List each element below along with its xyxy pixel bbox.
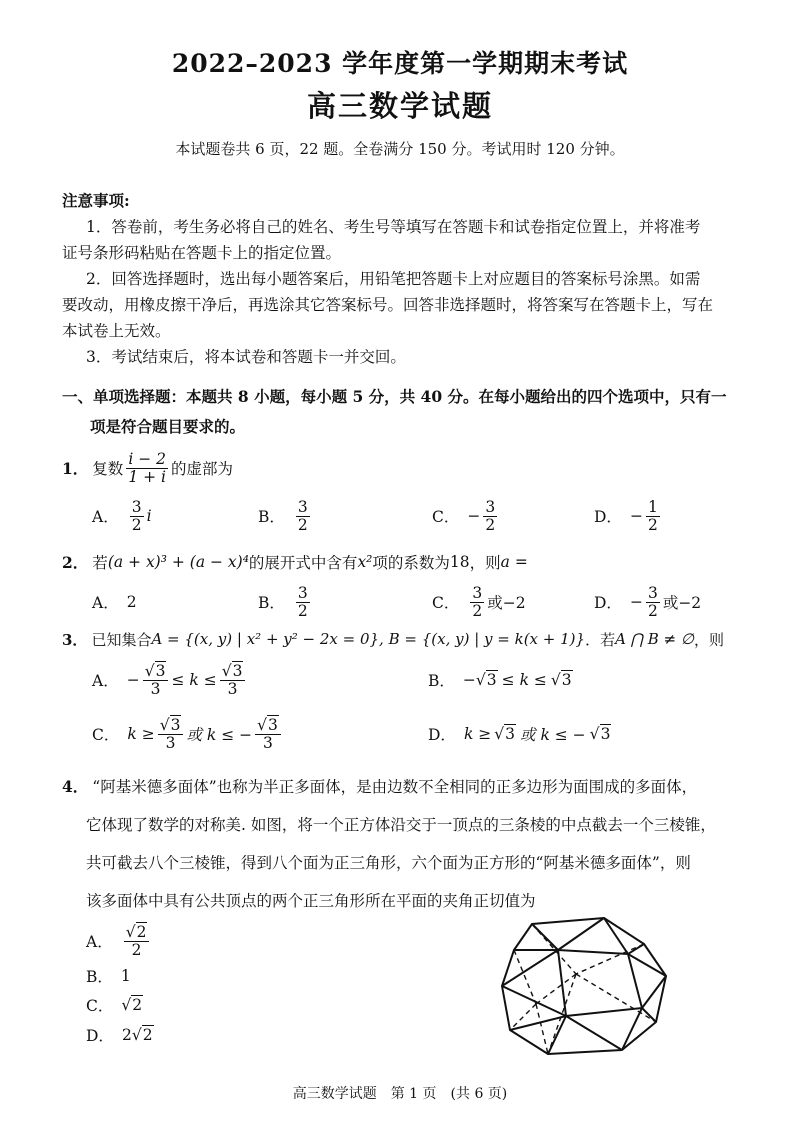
notice-block (62, 188, 752, 370)
cuboctahedron-figure (496, 912, 676, 1062)
question-3-stem: 3． 已知集合 A = {(x, y) | x² + y² − 2x = 0}, B = {(x, y) | y = k(x + 1)} ．若 A ⋂ B ≠ ∅ ，则 (62, 630, 724, 649)
question-4-stem: 4． “阿基米德多面体”也称为半正多面体，是由边数不全相同的正多边形为面围成的多面体， 它体现了数学的对称美. 如图，将一个正方体沿交于一顶点的三条棱的中点截去一个三棱锥， 共可截去八个三棱锥，得到八个面为正三角形，六个面为正方形的“阿基米德多面体”，则 该多面体中具有公共顶点的两个正三角形所在平面的夹角正切值为 (62, 777, 716, 910)
q1-fraction: $\frac{i - 2}{1 + i}$ (128, 450, 166, 486)
q1-prefix: 复数 (92, 460, 124, 478)
q2-option-a: A． 2 (92, 593, 137, 612)
q2-option-b: B． $\frac{3}{2}$ (258, 584, 308, 620)
q4-option-d: D． 2 √2 (86, 1026, 153, 1045)
question-1-stem (62, 446, 762, 490)
exam-info: 本试题卷共 6 页，22 题。全卷满分 150 分。考试用时 120 分钟。 (175, 140, 625, 158)
q3-option-c: C． k ≥ $\frac{√3}{3}$ 或 k ≤ − $\frac{√3}{3}$ (92, 710, 284, 758)
q4-option-b: B． 1 (86, 967, 131, 986)
q1-suffix: 的虚部为 (170, 460, 233, 478)
q2-option-d: D． − $\frac{3}{2}$ 或−2 (594, 584, 702, 620)
exam-subject-title: 高三数学试题 (306, 89, 493, 123)
q3-option-d: D． k ≥ √3 或 k ≤ − √3 (428, 725, 611, 744)
q4-option-a: A． $\frac{√2}{2}$ (86, 918, 152, 964)
notice-item-2-cont: 要改动，用橡皮擦干净后，再选涂其它答案标号。回答非选择题时，将答案写在答题卡上，写在 (62, 296, 714, 314)
section-heading-line2: 项是符合题目要求的。 (90, 417, 246, 436)
q1-option-b: B． $\frac{3}{2}$ (258, 498, 308, 534)
exam-title: 2022–2023 学年度第一学期期末考试 (171, 49, 629, 78)
notice-item-1: 1．答卷前，考生务必将自己的姓名、考生号等填写在答题卡和试卷指定位置上，并将准考 (86, 218, 701, 236)
q3-option-b: B． − √3 ≤ k ≤ √3 (428, 671, 572, 690)
page-footer: 高三数学试题 第 1 页 (共 6 页) (292, 1086, 508, 1102)
question-2-stem: 2． 若 (a + x)³ + (a − x)⁴ 的展开式中含有 x² 项的系数为 18 ，则 a = (62, 553, 528, 572)
notice-item-3: 3．考试结束后，将本试卷和答题卡一并交回。 (86, 348, 406, 366)
q1-option-d: D． − $\frac{1}{2}$ (594, 498, 658, 534)
q2-option-c: C． $\frac{3}{2}$ 或−2 (432, 584, 526, 620)
notice-item-2-cont2: 本试卷上无效。 (62, 322, 171, 340)
q3-option-a: A． − $\frac{√3}{3}$ ≤ k ≤ $\frac{√3}{3}$ (92, 656, 248, 704)
notice-heading: 注意事项: (62, 191, 130, 210)
q4-option-c: C． √2 (86, 996, 143, 1015)
notice-item-1-cont: 证号条形码粘贴在答题卡上的指定位置。 (62, 244, 342, 262)
section-heading-line1: 一、单项选择题：本题共 8 小题，每小题 5 分，共 40 分。在每小题给出的四个选项中，只有一 (62, 387, 727, 406)
section-heading (62, 382, 762, 442)
notice-item-2: 2．回答选择题时，选出每小题答案后，用铅笔把答题卡上对应题目的答案标号涂黑。如需 (86, 270, 701, 288)
question-number: 1． (62, 459, 89, 478)
q1-option-c: C． − $\frac{3}{2}$ (432, 498, 496, 534)
q1-option-a: A． $\frac{3}{2}$ i (92, 498, 152, 534)
